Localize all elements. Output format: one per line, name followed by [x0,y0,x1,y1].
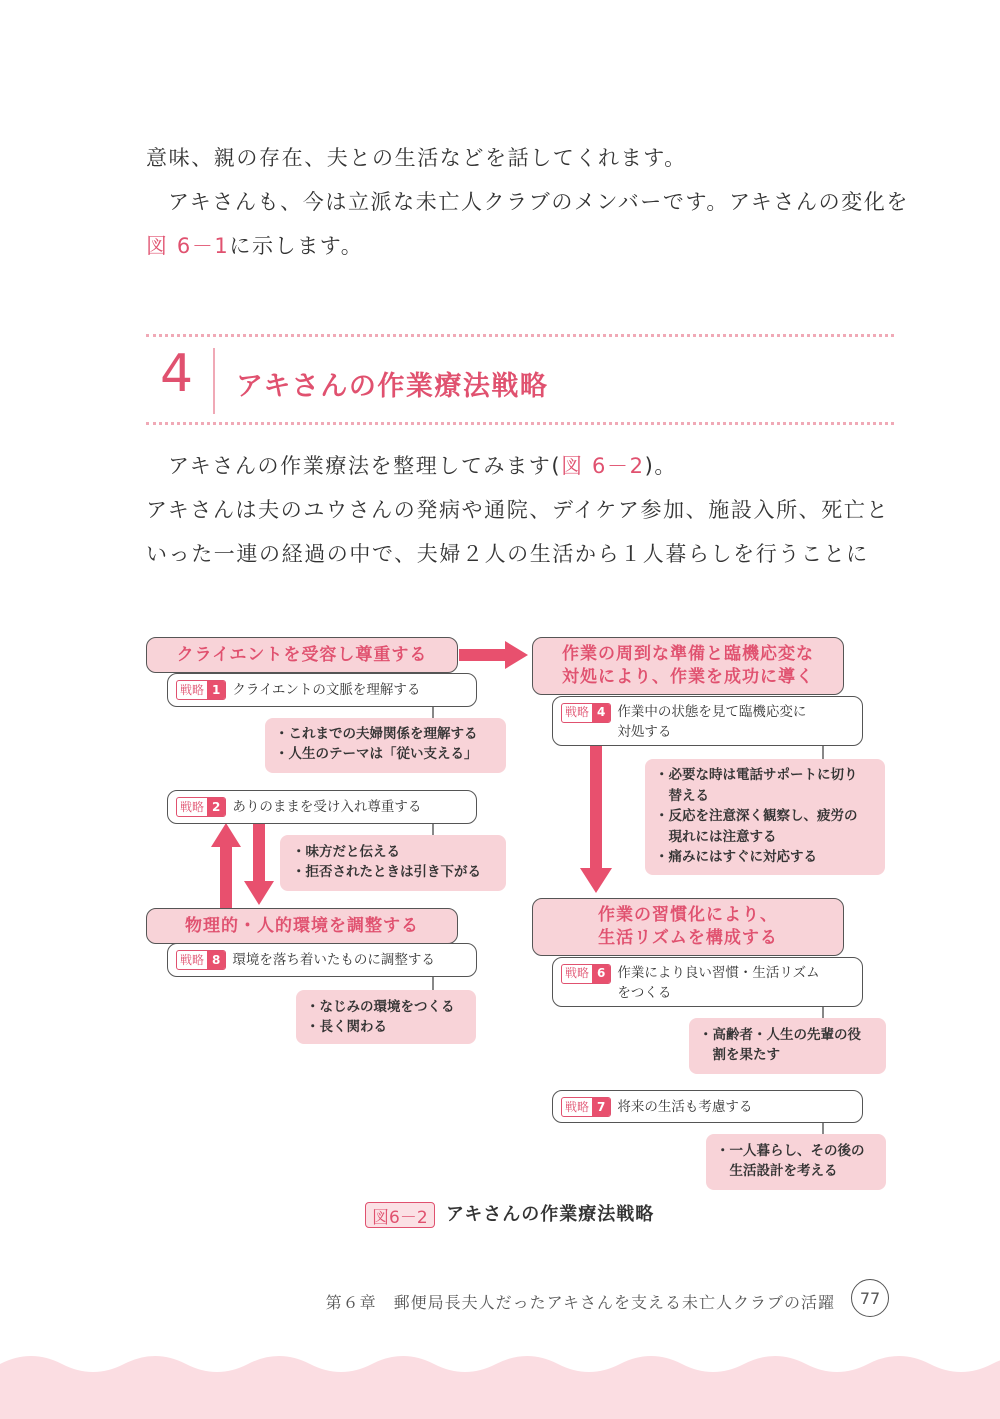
connector [822,745,824,759]
connector [822,1006,824,1018]
connector [432,706,434,718]
connector [432,823,434,835]
section-title: アキさんの作業療法戦略 [236,371,549,402]
strategy-badge: 戦略 7 [561,1097,611,1117]
arrow-right-icon [459,641,528,669]
section-number: 4 [160,344,194,404]
arrow-down-icon [244,823,274,905]
note-box: ・必要な時は電話サポートに切り 替える ・反応を注意深く観察し、疲労の 現れには注意する ・痛みにはすぐに対応する [645,759,885,875]
strategy-text: 作業により良い習慣・生活リズム をつくる [617,965,820,1001]
paragraph-line: 意味、親の存在、夫との生活などを話してくれます。 [146,146,687,170]
running-footer: 第６章 郵便局長夫人だったアキさんを支える未亡人クラブの活躍 [325,1293,835,1312]
figure-reference: 図 6－1 [146,234,230,258]
paragraph-text: アキさんの作業療法を整理してみます( [168,454,562,478]
strategy-text: ありのままを受け入れ尊重する [232,799,422,815]
strategy-group-heading: クライエントを受容し尊重する [146,637,458,673]
strategy-text: 将来の生活も考慮する [617,1099,753,1115]
connector [432,976,434,990]
figure-caption: アキさんの作業療法戦略 [446,1204,655,1225]
strategy-badge: 戦略 4 [561,703,611,723]
strategy-box-8 [167,943,477,977]
note-box: ・なじみの環境をつくる ・長く関わる [296,990,476,1044]
paragraph-line: アキさんは夫のユウさんの発病や通院、デイケア参加、施設入所、死亡と [146,498,890,522]
strategy-text: 作業中の状態を見て臨機応変に 対処する [617,704,807,740]
paragraph-line: いった一連の経過の中で、夫婦２人の生活から１人暮らしを行うことに [146,542,869,566]
connector [822,1122,824,1134]
figure-reference: 図 6－2 [561,454,645,478]
strategy-box-2 [167,790,477,824]
decorative-wave [0,1350,1000,1419]
strategy-badge: 戦略 2 [176,797,226,817]
paragraph-text: )。 [644,454,677,478]
note-box: ・味方だと伝える ・拒否されたときは引き下がる [280,835,506,891]
strategy-badge: 戦略 8 [176,950,226,970]
page-number: 77 [851,1279,889,1317]
figure-label: 図6－2 [365,1202,435,1228]
paragraph-text: に示します。 [229,234,364,258]
arrow-up-icon [211,823,241,909]
strategy-box-6 [552,957,863,1007]
strategy-group-heading: 作業の習慣化により、 生活リズムを構成する [532,898,844,956]
strategy-group-heading: 物理的・人的環境を調整する [146,908,458,944]
strategy-box-4 [552,696,863,746]
note-box: ・高齢者・人生の先輩の役 割を果たす [689,1018,886,1074]
paragraph-line: アキさんも、今は立派な未亡人クラブのメンバーです。アキさんの変化を [168,190,909,214]
strategy-box-1 [167,673,477,707]
note-box: ・一人暮らし、その後の 生活設計を考える [706,1134,886,1190]
strategy-text: 環境を落ち着いたものに調整する [232,952,435,968]
strategy-badge: 戦略 1 [176,680,226,700]
strategy-badge: 戦略 6 [561,964,611,984]
note-box: ・これまでの夫婦関係を理解する ・人生のテーマは「従い支える」 [265,718,506,773]
strategy-group-heading: 作業の周到な準備と臨機応変な 対処により、作業を成功に導く [532,637,844,695]
strategy-box-7 [552,1090,863,1123]
strategy-text: クライエントの文脈を理解する [232,682,421,698]
arrow-down-icon [580,745,612,893]
